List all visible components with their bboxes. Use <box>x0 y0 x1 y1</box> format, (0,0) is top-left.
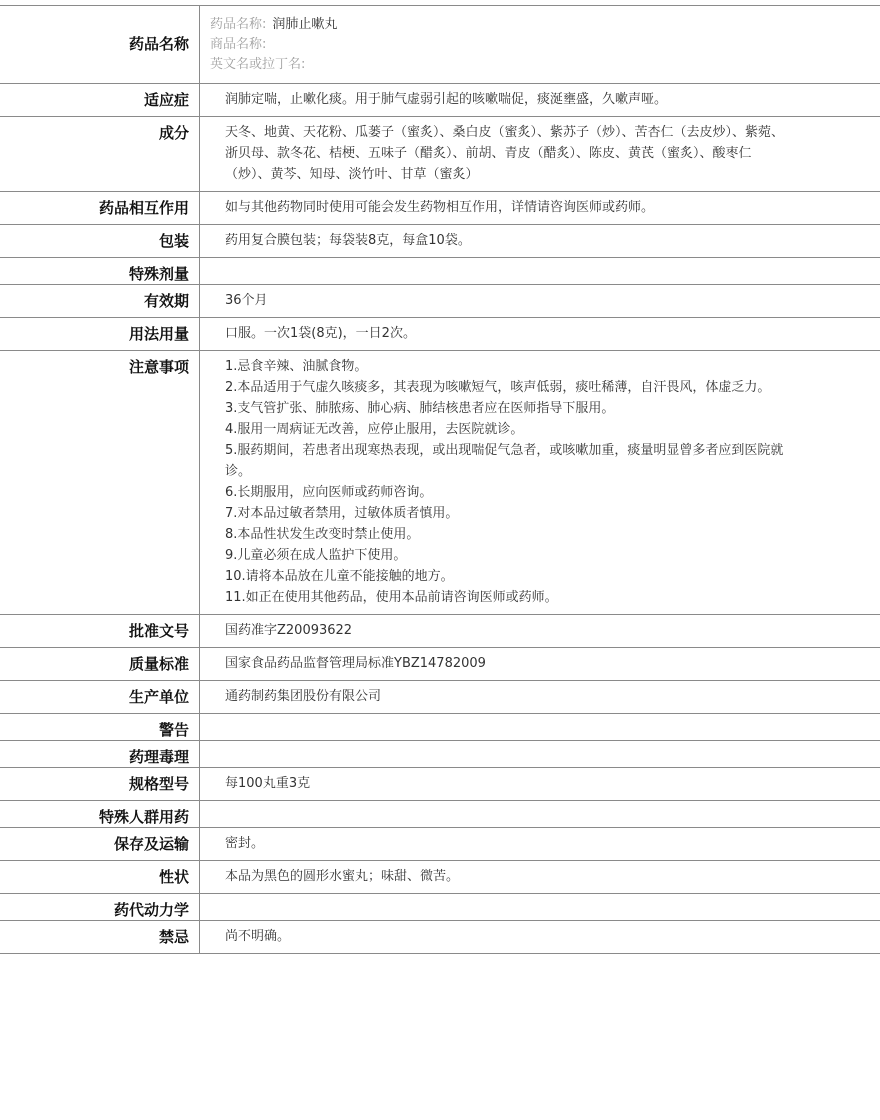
precaution-item: 1.忌食辛辣、油腻食物。 <box>225 359 368 374</box>
precaution-item: 9.儿童必须在成人监护下使用。 <box>225 548 407 563</box>
trade-name-key: 商品名称: <box>210 37 267 52</box>
special-dosage-row <box>0 258 880 285</box>
approval-number-value: 国药准字Z20093622 <box>225 623 353 638</box>
storage-row <box>0 828 880 861</box>
ingredients-label: 成分 <box>0 117 200 191</box>
interactions-label: 药品相互作用 <box>0 192 200 224</box>
drug-name-label: 药品名称 <box>0 6 200 83</box>
indications-label: 适应症 <box>0 84 200 116</box>
packaging-value: 药用复合膜包装；每袋装8克，每盒10袋。 <box>225 233 471 248</box>
quality-standard-value: 国家食品药品监督管理局标准YBZ14782009 <box>225 656 486 671</box>
approval-number-label: 批准文号 <box>0 615 200 647</box>
warning-row <box>0 714 880 741</box>
precaution-item: 7.对本品过敏者禁用，过敏体质者慎用。 <box>225 506 459 521</box>
drug-name-row <box>0 6 880 84</box>
precaution-item: 4.服用一周病证无改善，应停止服用，去医院就诊。 <box>225 422 524 437</box>
interactions-row <box>0 192 880 225</box>
interactions-value: 如与其他药物同时使用可能会发生药物相互作用，详情请咨询医师或药师。 <box>225 200 655 215</box>
manufacturer-row <box>0 681 880 714</box>
contraindications-value: 尚不明确。 <box>225 929 291 944</box>
trade-name-line <box>210 35 790 55</box>
usage-value: 口服。一次1袋(8克)，一日2次。 <box>225 326 416 341</box>
ingredients-value: 天冬、地黄、天花粉、瓜蒌子（蜜炙）、桑白皮（蜜炙）、紫苏子（炒）、苦杏仁（去皮炒）、紫菀、浙贝母、款冬花、桔梗、五味子（醋炙）、前胡、青皮（醋炙）、陈皮、黄芪（蜜炙）、酸枣仁（炒）、黄芩、知母、淡竹叶、甘草（蜜炙） <box>225 125 785 182</box>
shelf-life-label: 有效期 <box>0 285 200 317</box>
pharmacology-label: 药理毒理 <box>0 741 200 767</box>
approval-number-row <box>0 615 880 648</box>
storage-label: 保存及运输 <box>0 828 200 860</box>
shelf-life-value: 36个月 <box>225 293 268 308</box>
pharmacokinetics-label: 药代动力学 <box>0 894 200 920</box>
manufacturer-label: 生产单位 <box>0 681 200 713</box>
precautions-row <box>0 351 880 615</box>
indications-value: 润肺定喘，止嗽化痰。用于肺气虚弱引起的咳嗽喘促，痰涎壅盛，久嗽声哑。 <box>225 92 668 107</box>
storage-value: 密封。 <box>225 836 265 851</box>
appearance-row <box>0 861 880 894</box>
indications-row <box>0 84 880 117</box>
pharmacology-value <box>200 741 880 767</box>
pharmacokinetics-row <box>0 894 880 921</box>
usage-label: 用法用量 <box>0 318 200 350</box>
precaution-item: 11.如正在使用其他药品，使用本品前请咨询医师或药师。 <box>225 590 558 605</box>
specification-row <box>0 768 880 801</box>
quality-standard-label: 质量标准 <box>0 648 200 680</box>
special-population-value <box>200 801 880 827</box>
special-dosage-label: 特殊剂量 <box>0 258 200 284</box>
special-dosage-value <box>200 258 880 284</box>
shelf-life-row <box>0 285 880 318</box>
specification-value: 每100丸重3克 <box>225 776 311 791</box>
packaging-label: 包装 <box>0 225 200 257</box>
appearance-value: 本品为黑色的圆形水蜜丸；味甜、微苦。 <box>225 869 460 884</box>
precautions-label: 注意事项 <box>0 351 200 614</box>
precaution-item: 6.长期服用，应向医师或药师咨询。 <box>225 485 433 500</box>
special-population-label: 特殊人群用药 <box>0 801 200 827</box>
generic-name-line <box>210 15 790 35</box>
precautions-value <box>200 351 880 614</box>
precaution-item: 8.本品性状发生改变时禁止使用。 <box>225 527 420 542</box>
quality-standard-row <box>0 648 880 681</box>
generic-name-key: 药品名称: <box>210 17 267 32</box>
special-population-row <box>0 801 880 828</box>
ingredients-row <box>0 117 880 192</box>
latin-name-key: 英文名或拉丁名: <box>210 57 306 72</box>
specification-label: 规格型号 <box>0 768 200 800</box>
appearance-label: 性状 <box>0 861 200 893</box>
drug-name-value <box>200 6 880 83</box>
packaging-row <box>0 225 880 258</box>
drug-info-table <box>0 5 880 954</box>
latin-name-line <box>210 55 790 75</box>
contraindications-label: 禁忌 <box>0 921 200 953</box>
precaution-item: 3.支气管扩张、肺脓疡、肺心病、肺结核患者应在医师指导下服用。 <box>225 401 615 416</box>
precaution-item: 10.请将本品放在儿童不能接触的地方。 <box>225 569 454 584</box>
generic-name-value: 润肺止嗽丸 <box>272 17 338 32</box>
precaution-item: 2.本品适用于气虚久咳痰多，其表现为咳嗽短气，咳声低弱，痰吐稀薄，自汗畏风，体虚乏力。 <box>225 380 771 395</box>
pharmacokinetics-value <box>200 894 880 920</box>
contraindications-row <box>0 921 880 954</box>
usage-row <box>0 318 880 351</box>
warning-value <box>200 714 880 740</box>
warning-label: 警告 <box>0 714 200 740</box>
manufacturer-value: 通药制药集团股份有限公司 <box>225 689 382 704</box>
precaution-item: 5.服药期间，若患者出现寒热表现，或出现喘促气急者，或咳嗽加重，痰量明显曾多者应到医院就诊。 <box>225 443 784 479</box>
pharmacology-row <box>0 741 880 768</box>
